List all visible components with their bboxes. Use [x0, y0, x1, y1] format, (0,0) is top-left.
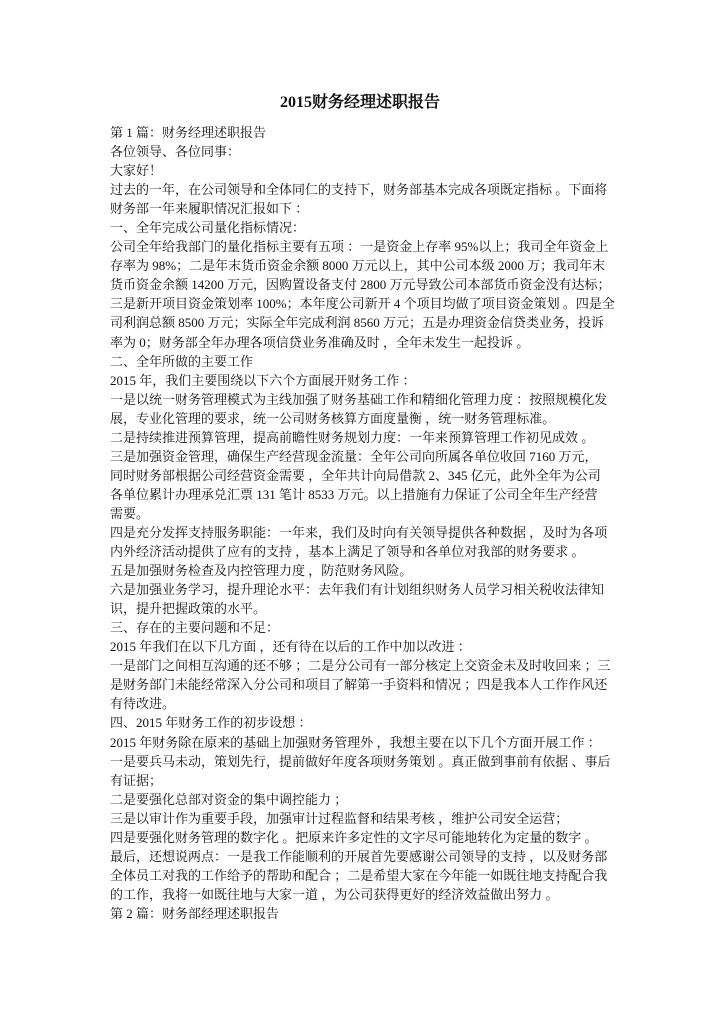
body-line: 司利润总额 8500 万元；实际全年完成利润 8560 万元；五是办理资金信贷类业务，投诉 — [110, 315, 605, 331]
section-heading-3: 三、存在的主要问题和不足： — [110, 620, 280, 636]
body-line: 的工作，我将一如既往地与大家一道 ，为公司获得更好的经济效益做出努力 。 — [110, 886, 559, 902]
section-heading-part-2: 第 2 篇：财务部经理述职报告 — [110, 905, 280, 921]
body-line: 是财务部门未能经常深入分公司和项目了解第一手资料和情况 ；四是我本人工作作风还 — [110, 677, 608, 693]
body-line: 识，提升把握政策的水平。 — [110, 601, 267, 617]
body-line: 需要。 — [110, 505, 150, 521]
body-line: 率为 0；财务部全年办理各项信贷业务准确及时 ，全年未发生一起投诉 。 — [110, 334, 530, 350]
greeting: 大家好！ — [110, 163, 163, 179]
section-heading-4: 四、2015 年财务工作的初步设想 ： — [110, 715, 312, 731]
body-line: 有待改进。 — [110, 696, 176, 712]
body-line: 展，专业化管理的要求，统一公司财务核算方面度量衡 ，统一财务管理标准。 — [110, 410, 556, 426]
body-line: 四是要强化财务管理的数字化 。把原来许多定性的文字尽可能地转化为定量的数字 。 — [110, 829, 598, 845]
body-line: 一是要兵马未动，策划先行，提前做好年度各项财务策划 。真正做到事前有依据 、事后 — [110, 753, 611, 769]
body-line: 三是加强资金管理，确保生产经营现金流量：全年公司向所属各单位收回 7160 万元， — [110, 448, 598, 464]
body-line: 全体员工对我的工作给予的帮助和配合 ；二是希望大家在今年能一如既往地支持配合我 — [110, 867, 608, 883]
body-line: 三是新开项目资金策划率 100%；本年度公司新开 4 个项目均做了项目资金策划 。四是全 — [110, 296, 615, 312]
body-line: 二是要强化总部对资金的集中调控能力 ； — [110, 791, 348, 807]
salutation: 各位领导、各位同事： — [110, 144, 241, 160]
section-heading-2: 二、全年所做的主要工作 — [110, 353, 254, 369]
body-line: 四是充分发挥支持服务职能：一年来，我们及时向有关领导提供各种数据 ，及时为各项 — [110, 524, 608, 540]
body-line: 公司全年给我部门的量化指标主要有五项 ：一是资金上存率 95%以上；我司全年资金上 — [110, 239, 609, 255]
body-line: 三是以审计作为重要手段，加强审计过程监督和结果考核 ，维护公司安全运营； — [110, 810, 569, 826]
body-line: 六是加强业务学习，提升理论水平：去年我们有计划组织财务人员学习相关税收法律知 — [110, 582, 605, 598]
document-title: 2015财务经理述职报告 — [279, 94, 440, 111]
body-line: 一是以统一财务管理模式为主线加强了财务基础工作和精细化管理力度 ：按照规模化发 — [110, 391, 608, 407]
section-heading-part-1: 第 1 篇：财务经理述职报告 — [110, 125, 267, 140]
body-line: 五是加强财务检查及内控管理力度 ，防范财务风险。 — [110, 563, 413, 579]
body-line: 一是部门之间相互沟通的还不够 ；二是分公司有一部分核定上交资金未及时收回来 ；三 — [110, 658, 611, 674]
body-line: 2015 年我们在以下几方面 ，还有待在以后的工作中加以改进 ： — [110, 639, 471, 655]
body-line: 存率为 98%；二是年末货币资金余额 8000 万元以上，其中公司本级 2000 万；我司年末 — [110, 258, 606, 274]
body-line: 内外经济活动提供了应有的支持 ，基本上满足了领导和各单位对我部的财务要求 。 — [110, 544, 585, 560]
body-line: 各单位累计办理承兑汇票 131 笔计 8533 万元。以上措施有力保证了公司全年生产经营 — [110, 486, 598, 502]
body-line: 过去的一年，在公司领导和全体同仁的支持下，财务部基本完成各项既定指标 。下面将 — [110, 182, 608, 198]
body-line: 同时财务部根据公司经营资金需要 ，全年共计向局借款 2、345 亿元，此外全年为公司 — [110, 467, 601, 483]
body-line: 二是持续推进预算管理，提高前瞻性财务规划力度：一年来预算管理工作初见成效 。 — [110, 429, 595, 445]
body-line: 2015 年财务除在原来的基础上加强财务管理外 ，我想主要在以下几个方面开展工作 ： — [110, 734, 601, 750]
body-line: 货币资金余额 14200 万元，因购置设备支付 2800 万元导致公司本部货币资金没有达标； — [110, 277, 611, 293]
section-heading-1: 一、全年完成公司量化指标情况： — [110, 220, 306, 236]
body-line: 财务部一年来履职情况汇报如下 ： — [110, 201, 309, 217]
body-line: 2015 年，我们主要围绕以下六个方面展开财务工作 ： — [110, 372, 416, 388]
body-line: 最后，还想说两点：一是我工作能顺利的开展首先要感谢公司领导的支持 ，以及财务部 — [110, 848, 608, 864]
document-body — [110, 123, 650, 923]
body-line: 有证据； — [110, 772, 163, 788]
